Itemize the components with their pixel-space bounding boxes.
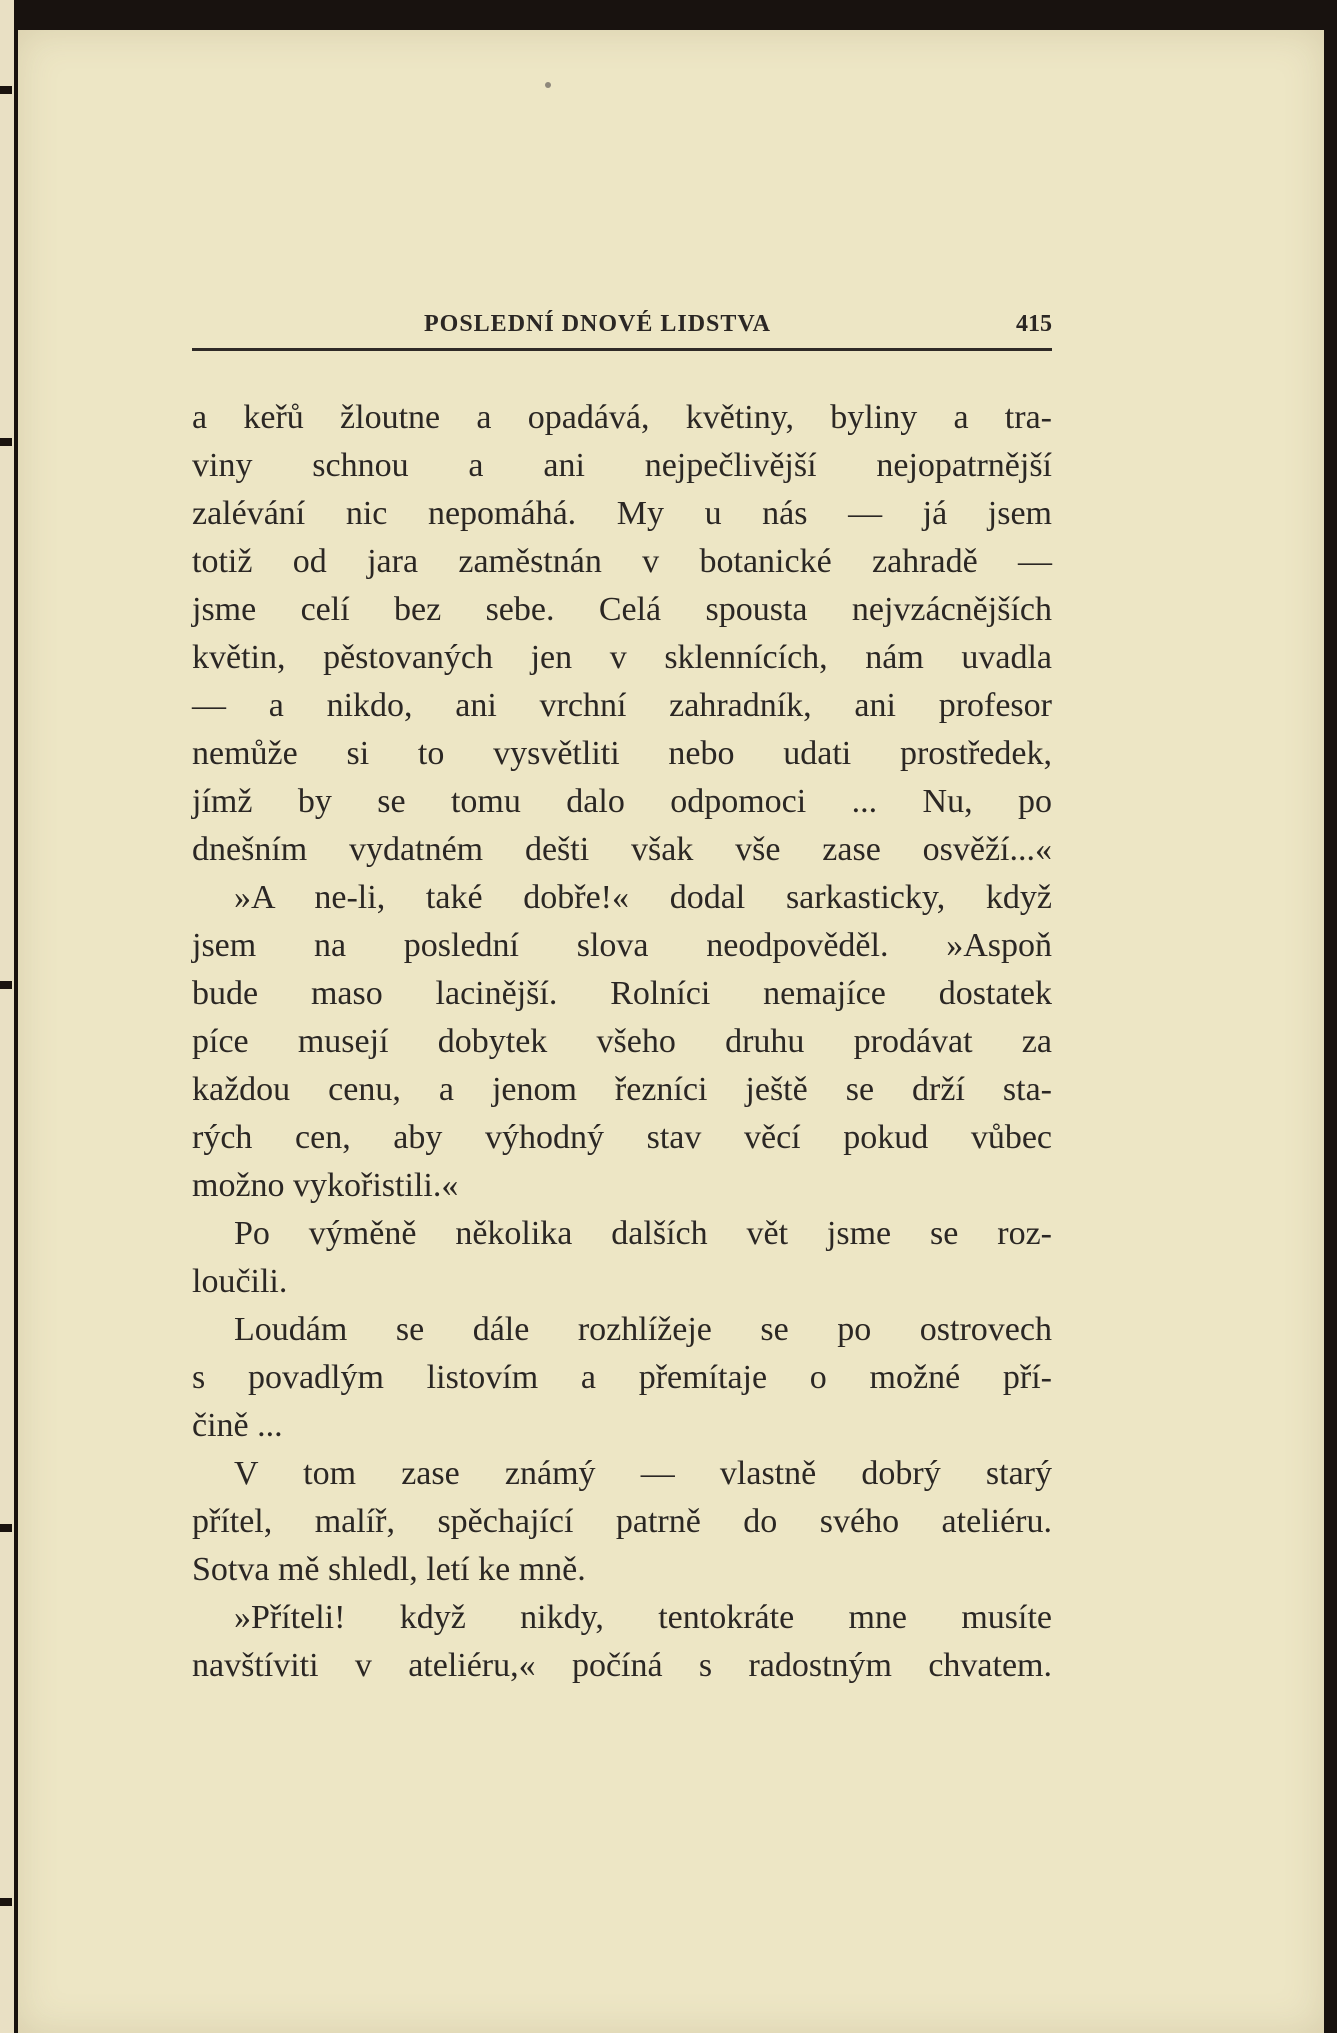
binding-mark — [0, 438, 12, 446]
text-line: květin, pěstovaných jen v sklennících, nám uvadla — [192, 639, 1052, 676]
text-line: jímž by se tomu dalo odpomoci ... Nu, po — [192, 783, 1052, 820]
text-line: loučili. — [192, 1263, 288, 1300]
binding-mark — [0, 981, 12, 989]
page-number: 415 — [1016, 311, 1052, 337]
text-line: bude maso lacinější. Rolníci nemajíce dostatek — [192, 975, 1052, 1012]
text-line: totiž od jara zaměstnán v botanické zahradě — — [192, 543, 1052, 580]
text-line: viny schnou a ani nejpečlivější nejopatrnější — [192, 447, 1052, 484]
text-line: dnešním vydatném dešti však vše zase osvěží...« — [192, 831, 1052, 868]
running-head — [192, 283, 1052, 343]
text-line: »A ne-li, také dobře!« dodal sarkasticky, když — [234, 879, 1052, 916]
body-text — [192, 394, 1052, 1690]
binding-mark — [0, 1524, 12, 1532]
text-line: každou cenu, a jenom řezníci ještě se drží sta- — [192, 1071, 1052, 1108]
running-head-title: POSLEDNÍ DNOVÉ LIDSTVA — [424, 311, 771, 337]
paper-speck — [545, 82, 551, 88]
text-line: rých cen, aby výhodný stav věcí pokud vůbec — [192, 1119, 1052, 1156]
text-line: Po výměně několika dalších vět jsme se roz- — [234, 1215, 1052, 1252]
text-line: navštíviti v ateliéru,« počíná s radostným chvatem. — [192, 1647, 1052, 1684]
text-line: přítel, malíř, spěchající patrně do svého ateliéru. — [192, 1503, 1052, 1540]
binding-mark — [0, 86, 12, 94]
text-line: s povadlým listovím a přemítaje o možné pří- — [192, 1359, 1052, 1396]
text-line: Sotva mě shledl, letí ke mně. — [192, 1551, 586, 1588]
text-line: píce musejí dobytek všeho druhu prodávat za — [192, 1023, 1052, 1060]
text-line: — a nikdo, ani vrchní zahradník, ani profesor — [192, 687, 1052, 724]
binding-mark — [0, 1898, 12, 1906]
text-line: čině ... — [192, 1407, 283, 1444]
text-line: a keřů žloutne a opadává, květiny, byliny a tra- — [192, 399, 1052, 436]
text-line: zalévání nic nepomáhá. My u nás — já jsem — [192, 495, 1052, 532]
text-line: jsem na poslední slova neodpověděl. »Aspoň — [192, 927, 1052, 964]
text-line: »Příteli! když nikdy, tentokráte mne musíte — [234, 1599, 1052, 1636]
text-line: V tom zase známý — vlastně dobrý starý — [234, 1455, 1052, 1492]
text-line: nemůže si to vysvětliti nebo udati prostředek, — [192, 735, 1052, 772]
text-line: Loudám se dále rozhlížeje se po ostrovech — [234, 1311, 1052, 1348]
text-line: jsme celí bez sebe. Celá spousta nejvzácnějších — [192, 591, 1052, 628]
text-line: možno vykořistili.« — [192, 1167, 459, 1204]
header-rule — [192, 348, 1052, 351]
page-binding-edge — [0, 0, 14, 2033]
